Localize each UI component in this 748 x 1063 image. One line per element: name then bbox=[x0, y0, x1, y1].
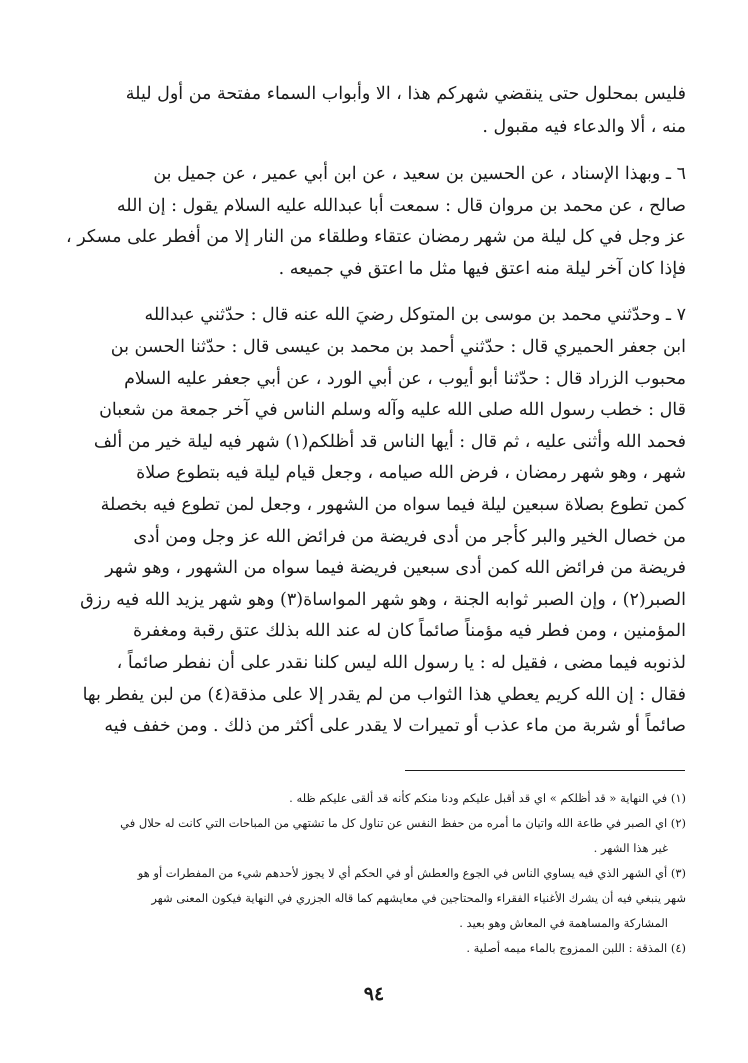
footnotes bbox=[62, 786, 686, 961]
footnote-line: (٤) المذقة : اللبن الممزوج بالماء ميمه أصلية . bbox=[466, 941, 686, 955]
text-line: قال : خطب رسول الله صلى الله عليه وآله وسلم الناس في آخر جمعة من شعبان bbox=[99, 400, 686, 421]
text-line: كمن تطوع بصلاة سبعين ليلة فيما سواه من الشهور ، وجعل لمن تطوع فيه بخصلة bbox=[100, 494, 686, 515]
footnote-line: المشاركة والمساهمة في المعاش وهو بعيد . bbox=[459, 916, 668, 930]
footnote-divider bbox=[405, 770, 685, 771]
footnote-line: شهر ينبغي فيه أن يشرك الأغنياء الفقراء والمحتاجين في معايشهم كما قاله الجزري في النهاية فيكون المعنى شهر bbox=[151, 891, 686, 905]
text-line: ابن جعفر الحميري قال : حدّثني أحمد بن محمد بن عيسى قال : حدّثنا الحسن بن bbox=[110, 336, 686, 357]
footnote bbox=[62, 786, 686, 811]
footnote-line: (٣) أي الشهر الذي فيه يساوي الناس في الجوع والعطش أو في الحكم أي لا يجوز لأحدهم شيء من المفطرات أو هو bbox=[137, 866, 686, 880]
footnote-line: (٢) اي الصبر في طاعة الله واتيان ما أمره من حفظ النفس عن تناول كل ما تشتهي من المباحات التي كانت له حلال في bbox=[120, 816, 686, 830]
text-line: ٦ ـ وبهذا الإسناد ، عن الحسين بن سعيد ، عن ابن أبي عمير ، عن جميل بن bbox=[153, 164, 686, 184]
text-line: الصبر(٢) ، وإن الصبر ثوابه الجنة ، وهو شهر المواساة(٣) وهو شهر يزيد الله فيه رزق bbox=[80, 589, 686, 610]
main-text bbox=[62, 78, 686, 743]
text-line: صائماً أو شربة من ماء عذب أو تميرات لا يقدر على أكثر من ذلك . ومن خفف فيه bbox=[104, 716, 686, 737]
paragraph bbox=[62, 78, 686, 144]
paragraph bbox=[62, 159, 686, 285]
text-line: فحمد الله وأثنى عليه ، ثم قال : أيها الناس قد أظلكم(١) شهر فيه ليلة خير من ألف bbox=[93, 431, 686, 452]
text-line: فليس بمحلول حتى ينقضي شهركم هذا ، الا وأبواب السماء مفتحة من أول ليلة bbox=[125, 84, 686, 104]
footnote-line: (١) في النهاية « قد أظلكم » اي قد أقبل عليكم ودنا منكم كأنه قد ألقى عليكم ظله . bbox=[289, 791, 686, 805]
text-line: من خصال الخير والبر كأجر من أدى فريضة من فرائض الله عز وجل ومن أدى bbox=[133, 526, 686, 547]
text-line: المؤمنين ، ومن فطر فيه مؤمناً صائماً كان له عند الله بذلك عتق رقبة ومغفرة bbox=[133, 621, 686, 642]
footnote bbox=[62, 811, 686, 861]
footnote bbox=[62, 936, 686, 961]
page-number: ٩٤ bbox=[363, 983, 385, 1005]
text-line: فقال : إن الله كريم يعطي هذا الثواب من لم يقدر إلا على مذقة(٤) من لبن يفطر بها bbox=[82, 684, 686, 705]
footnote-line: غير هذا الشهر . bbox=[593, 841, 668, 855]
text-line: شهر ، وهو شهر رمضان ، فرض الله صيامه ، وجعل قيام ليلة فيه بتطوع صلاة bbox=[136, 463, 686, 484]
text-line: لذنوبه فيما مضى ، فقيل له : يا رسول الله ليس كلنا نقدر على أن نفطر صائماً ، bbox=[116, 652, 686, 673]
text-line: فريضة من فرائض الله كمن أدى سبعين فريضة فيما سواه من الشهور ، وهو شهر bbox=[105, 558, 686, 579]
paragraph bbox=[62, 300, 686, 742]
text-line: صالح ، عن محمد بن مروان قال : سمعت أبا عبدالله عليه السلام يقول : إن الله bbox=[116, 195, 686, 216]
text-line: ٧ ـ وحدّثني محمد بن موسى بن المتوكل رضيَ الله عنه قال : حدّثني عبدالله bbox=[144, 305, 686, 326]
text-line: منه ، ألا والدعاء فيه مقبول . bbox=[482, 117, 686, 137]
footnote bbox=[62, 861, 686, 936]
text-line: عز وجل في كل ليلة من شهر رمضان عتقاء وطلقاء من النار إلا من أفطر على مسكر ، bbox=[65, 227, 686, 248]
text-line: محبوب الزراد قال : حدّثنا أبو أيوب ، عن أبي الورد ، عن أبي جعفر عليه السلام bbox=[124, 368, 686, 389]
text-line: فإذا كان آخر ليلة منه اعتق فيها مثل ما اعتق في جميعه . bbox=[278, 258, 686, 279]
